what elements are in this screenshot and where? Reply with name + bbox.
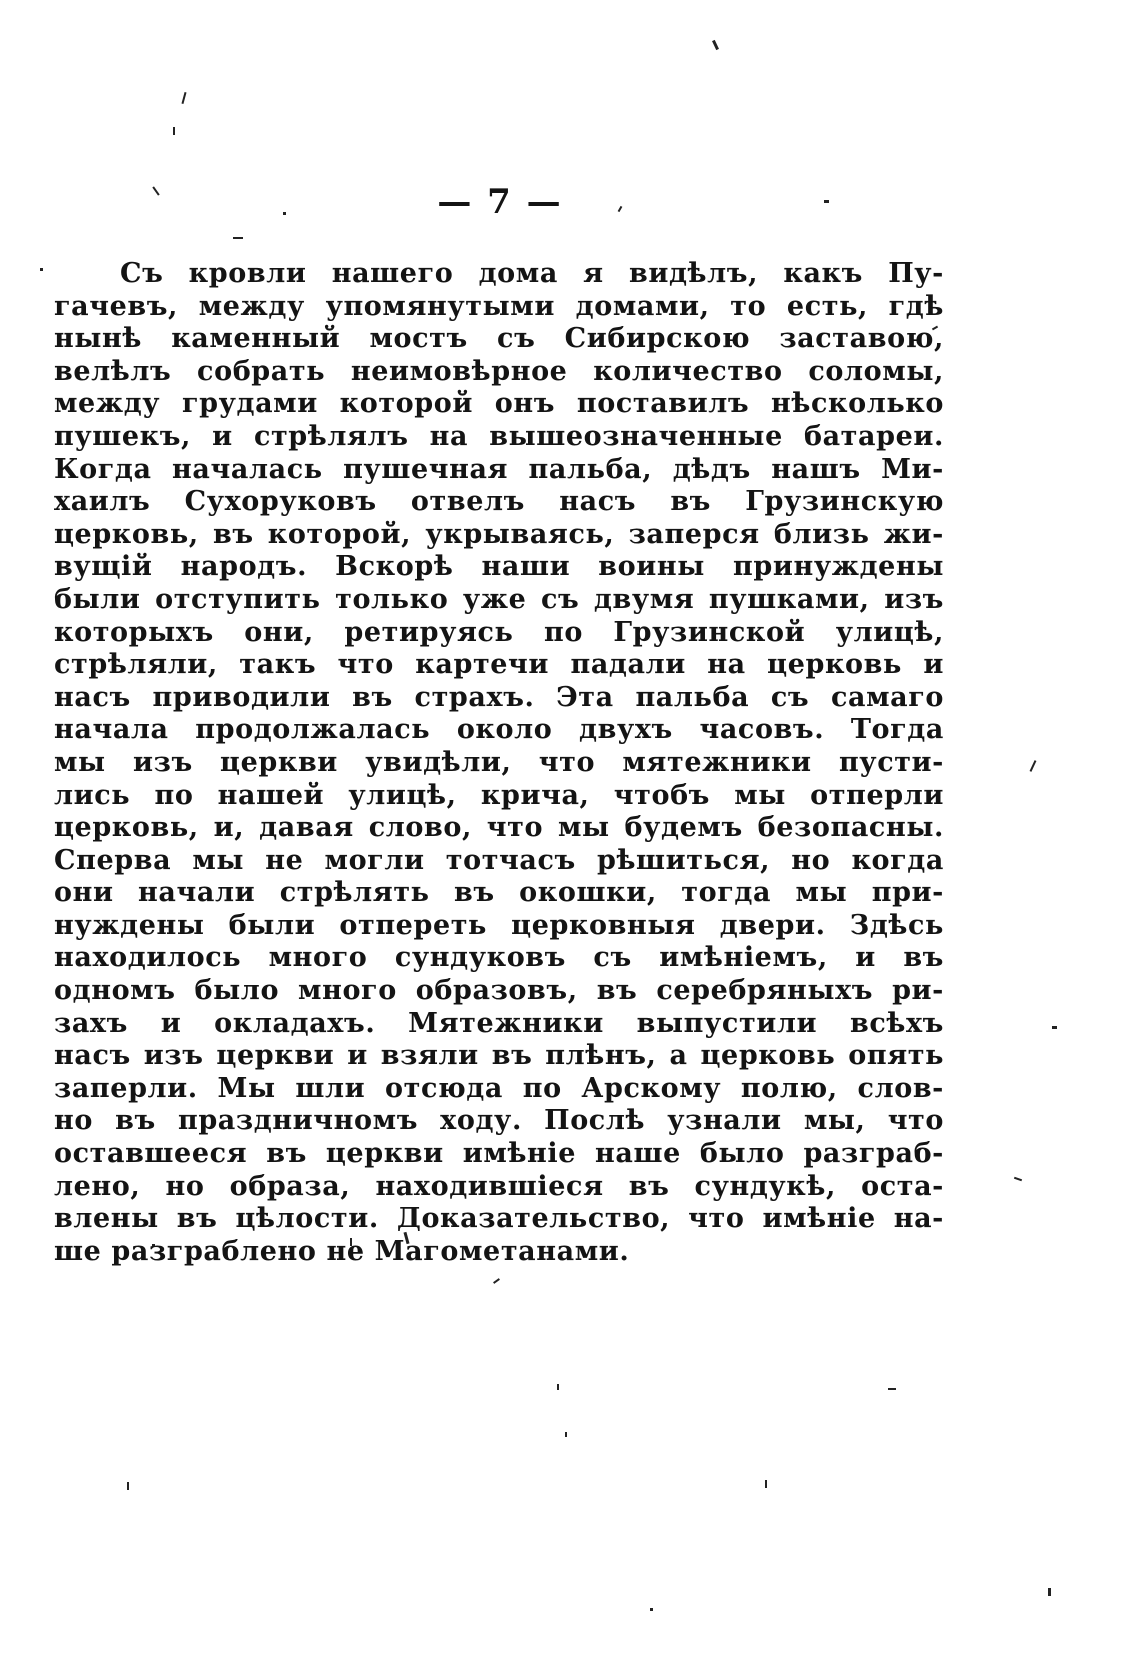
text-line: гачевъ, между упомянутыми домами, то есть, гдѣ <box>54 290 944 322</box>
text-line: одномъ было много образовъ, въ серебряныхъ ри- <box>54 975 944 1007</box>
scan-speck <box>233 237 243 239</box>
scan-speck <box>1052 1026 1057 1029</box>
body-text <box>54 258 944 1268</box>
text-line: они начали стрѣлять въ окошки, тогда мы при- <box>54 877 944 909</box>
text-line: нынѣ каменный мостъ съ Сибирскою заставою, <box>54 323 944 355</box>
scan-speck <box>888 1388 896 1390</box>
text-line: церковь, и, давая слово, что мы будемъ безопасны. <box>54 812 944 844</box>
scan-speck <box>565 1432 567 1437</box>
text-line: стрѣляли, такъ что картечи падали на церковь и <box>54 649 944 681</box>
text-line: лено, но образа, находившіеся въ сундукѣ, оста- <box>54 1170 944 1202</box>
text-line: которыхъ они, ретируясь по Грузинской улицѣ, <box>54 616 944 648</box>
scan-speck <box>765 1480 767 1488</box>
scan-speck <box>1048 1588 1051 1596</box>
text-line: мы изъ церкви увидѣли, что мятежники пусти- <box>54 746 944 778</box>
text-line: Когда началась пушечная пальба, дѣдъ нашъ Ми- <box>54 453 944 485</box>
text-line: Сперва мы не могли тотчасъ рѣшиться, но когда <box>54 844 944 876</box>
text-line: захъ и окладахъ. Мятежники выпустили всѣхъ <box>54 1007 944 1039</box>
text-line: насъ изъ церкви и взяли въ плѣнъ, а церковь опять <box>54 1040 944 1072</box>
text-line: но въ праздничномъ ходу. Послѣ узнали мы, что <box>54 1105 944 1137</box>
text-line: насъ приводили въ страхъ. Эта пальба съ самаго <box>54 681 944 713</box>
scan-speck <box>493 1278 500 1284</box>
scan-speck <box>1014 1177 1022 1182</box>
text-line: Съ кровли нашего дома я видѣлъ, какъ Пу- <box>120 258 944 289</box>
scan-speck <box>712 40 719 50</box>
scan-speck <box>40 268 43 271</box>
text-line: между грудами которой онъ поставилъ нѣсколько <box>54 388 944 420</box>
page-number: — 7 — <box>437 182 563 222</box>
text-line: находилось много сундуковъ съ имѣніемъ, и въ <box>54 942 944 974</box>
text-line: вущій народъ. Вскорѣ наши воины принуждены <box>54 551 944 583</box>
text-line: заперли. Мы шли отсюда по Арскому полю, слов- <box>54 1072 944 1104</box>
text-line: влены въ цѣлости. Доказательство, что имѣніе на- <box>54 1203 944 1235</box>
scan-speck <box>650 1608 653 1611</box>
text-line: пушекъ, и стрѣлялъ на вышеозначенные батареи. <box>54 420 944 452</box>
text-line: церковь, въ которой, укрываясь, заперся близь жи- <box>54 518 944 550</box>
scan-speck <box>1030 760 1037 772</box>
text-line: лись по нашей улицѣ, крича, чтобъ мы отперли <box>54 779 944 811</box>
text-line: хаилъ Сухоруковъ отвелъ насъ въ Грузинскую <box>54 486 944 518</box>
scan-speck <box>557 1384 559 1390</box>
scan-speck <box>127 1482 129 1490</box>
scan-speck <box>173 127 175 135</box>
text-line: начала продолжалась около двухъ часовъ. Тогда <box>54 714 944 746</box>
text-line: оставшееся въ церкви имѣніе наше было разграб- <box>54 1138 944 1170</box>
text-line: ше разграблено не Магометанами. <box>54 1235 630 1267</box>
text-line: велѣлъ собрать неимовѣрное количество соломы, <box>54 355 944 387</box>
text-line: были отступить только уже съ двумя пушками, изъ <box>54 583 944 615</box>
text-line: нуждены были отпереть церковныя двери. Здѣсь <box>54 909 944 941</box>
scan-speck <box>181 92 186 104</box>
